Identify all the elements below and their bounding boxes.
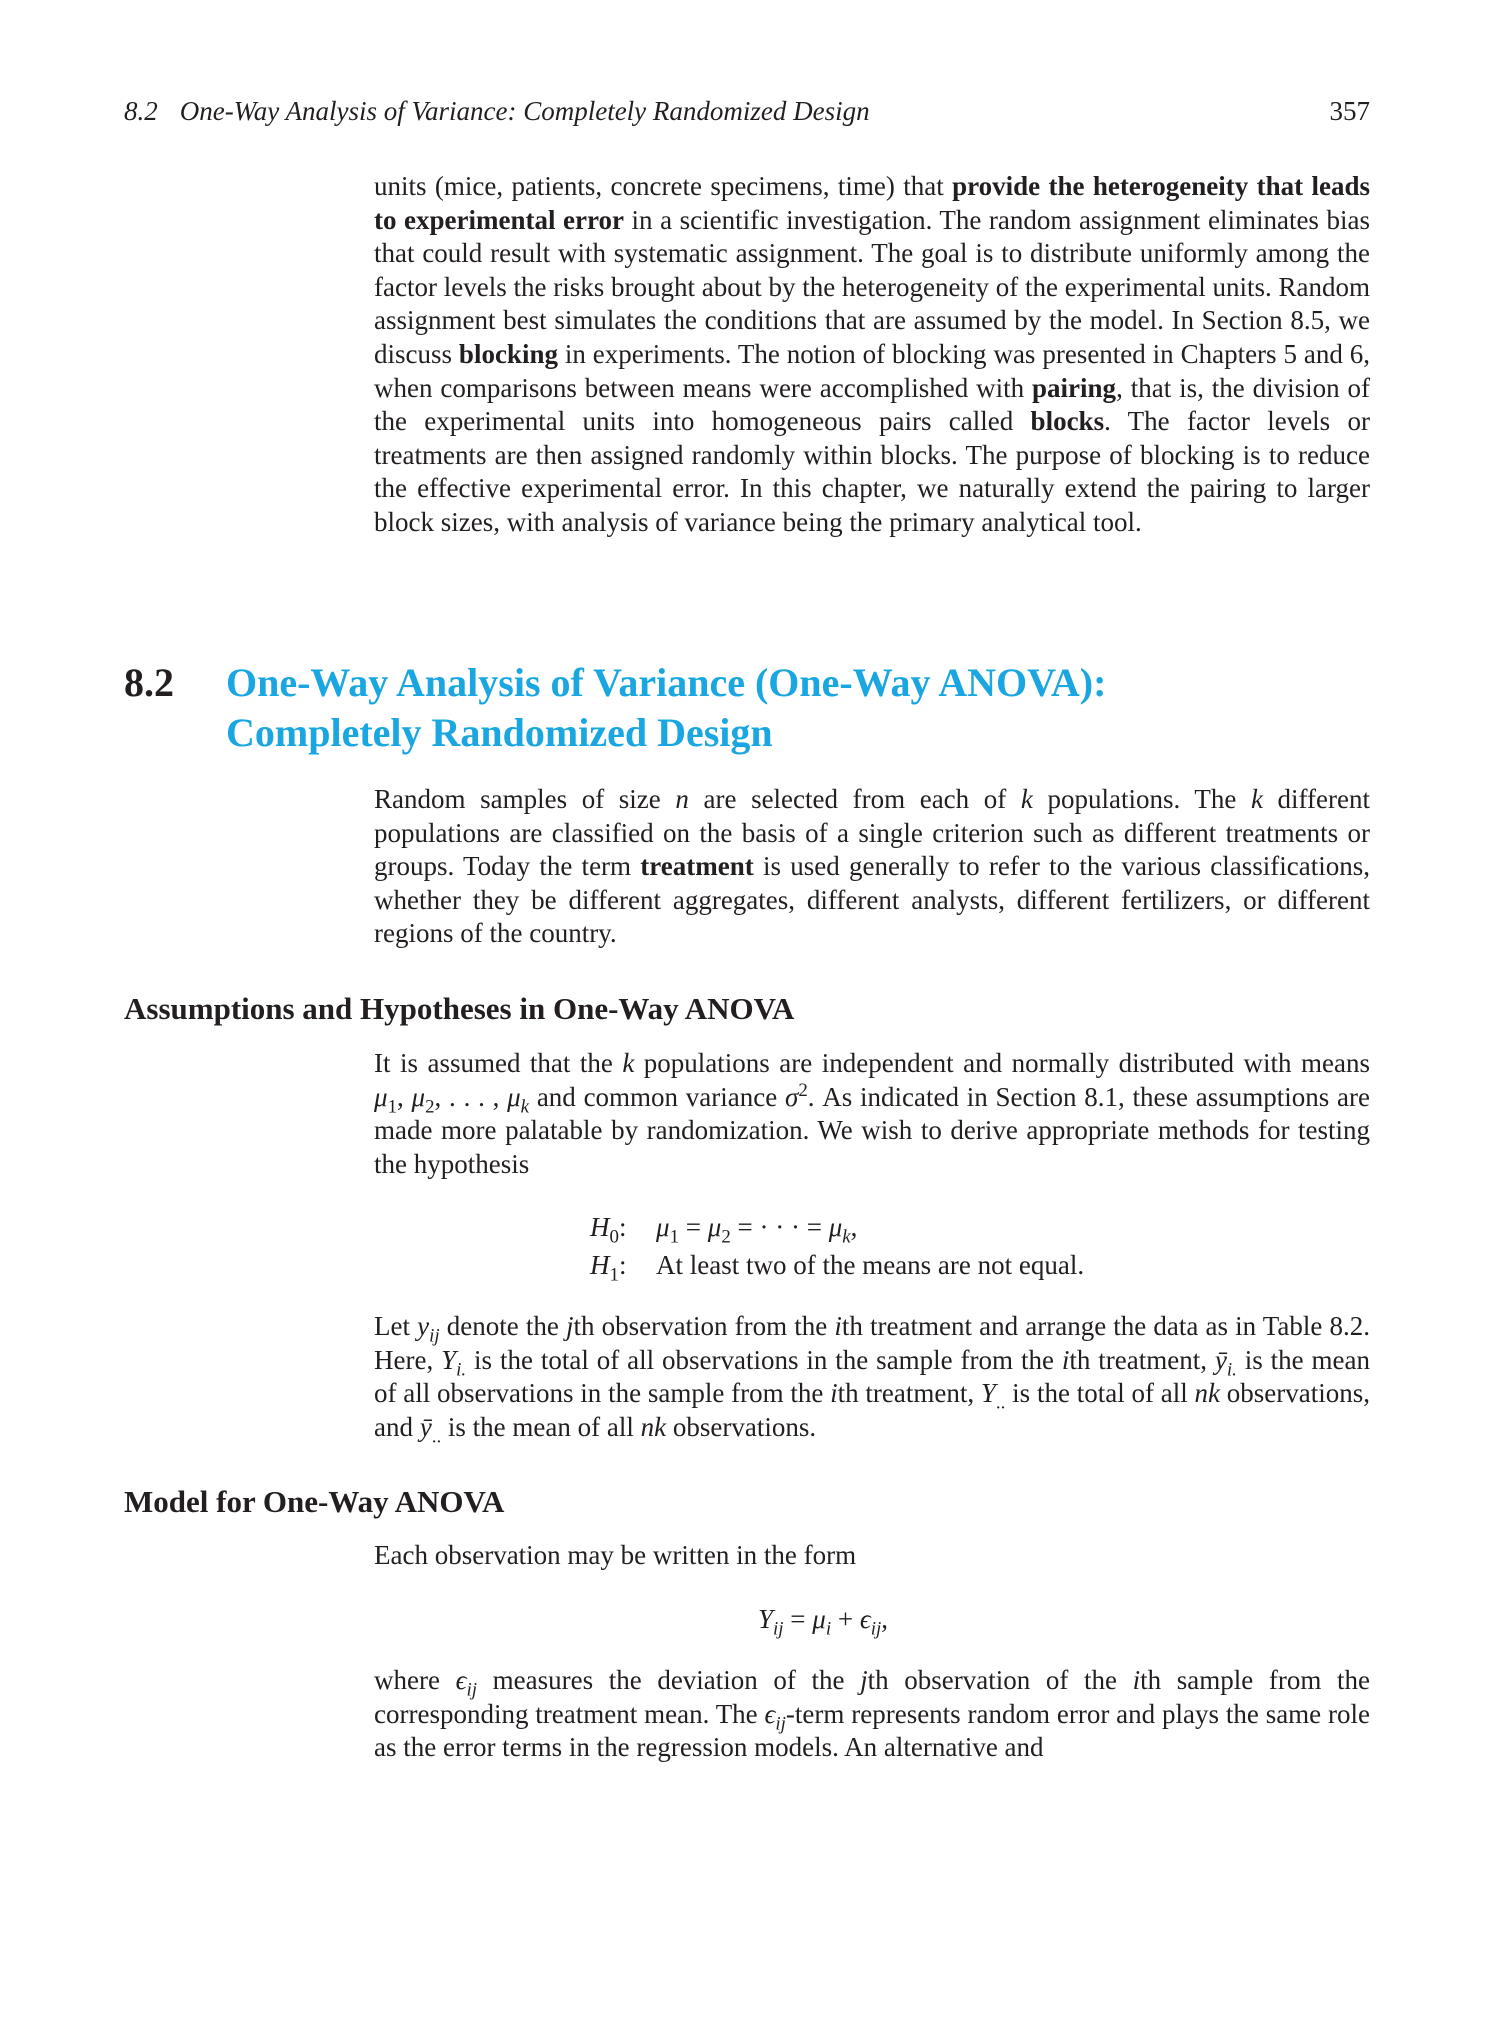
model-paragraph: where $\epsilon_{ij}$ measures the deviation of the jth observation of the ith sample from the corresponding treatment mean. The $\epsilon_{ij}$-term represents random error and plays the same role as the error terms in the regression models. An alternative and xyxy=(374,1665,1370,1763)
assumptions-heading: Assumptions and Hypotheses in One-Way ANOVA xyxy=(124,991,795,1026)
intro-text-5: . The factor levels or treatments are then assigned randomly within blocks. The purpose of blocking is to reduce the effective experimental error. In this chapter, we naturally extend the pairing to larger block sizes, with analysis of variance being the primary analytical tool. xyxy=(374,406,1370,537)
notation-paragraph: Let $y_{ij}$ denote the jth observation from the ith treatment and arrange the data as in Table 8.2. Here, $Y_{i.}$ is the total of all observations in the sample from the ith treatment, $ȳ_{i.}$ is the mean of all observations in the sample from the ith treatment, $Y_{..}$ is the total of all nk observations, and $ȳ_{..}$ is the mean of all nk observations. xyxy=(374,1311,1371,1448)
hypothesis-h1: $H_1$: At least two of the means are not equal. xyxy=(590,1250,1085,1286)
page-number: 357 xyxy=(1329,96,1370,126)
model-equation: $Y_{ij} = \mu_i + \epsilon_{ij}$, xyxy=(758,1604,888,1640)
model-heading: Model for One-Way ANOVA xyxy=(124,1484,505,1519)
running-head-section-number: 8.2 xyxy=(124,96,158,126)
intro-paragraph xyxy=(374,170,1370,540)
intro-text-3: in experiments. The notion of blocking was presented in Chapters 5 and 6, when comparisons between means were accomplished with xyxy=(374,338,1370,403)
running-head-title: One-Way Analysis of Variance: Completely Randomized Design xyxy=(179,96,870,126)
section-number: 8.2 xyxy=(124,660,174,705)
intro-bold-heterogeneity: provide the heterogeneity that leads to experimental error xyxy=(374,171,1370,235)
bold-treatment: treatment xyxy=(640,851,754,882)
running-head-title-group xyxy=(124,96,870,127)
section-heading xyxy=(124,658,1370,758)
intro-bold-blocking: blocking xyxy=(458,338,558,369)
section-paragraph: Random samples of size n are selected from each of k populations. The k different populations are classified on the basis of a single criterion such as different treatments or groups. Today the term treatment is used generally to refer to the various classifications, whether they be different aggregates, different analysts, different fertilizers, or different regions of the country. xyxy=(374,784,1370,949)
section-title-line-1: One-Way Analysis of Variance (One-Way ANOVA): xyxy=(226,660,1107,705)
model-intro: Each observation may be written in the form xyxy=(374,1540,857,1570)
running-head xyxy=(124,96,1370,127)
section-title xyxy=(226,658,1106,758)
intro-bold-pairing: pairing xyxy=(1032,372,1117,403)
intro-text-1: units (mice, patients, concrete specimens, time) that xyxy=(374,171,953,201)
section-title-line-2: Completely Randomized Design xyxy=(226,710,773,755)
assumptions-paragraph: It is assumed that the k populations are independent and normally distributed with means $\mu_1$, $\mu_2$, . . . , $\mu_k$ and common variance $\sigma^2$. As indicated in Section 8.1, these assumptions are made more palatable by randomization. We wish to derive appropriate methods for testing the hypothesis xyxy=(374,1048,1371,1179)
intro-text-2: in a scientific investigation. The random assignment eliminates bias that could result with systematic assignment. The goal is to distribute uniformly among the factor levels the risks brought about by the heterogeneity of the experimental units. Random assignment best simulates the conditions that are assumed by the model. In Section 8.5, we discuss xyxy=(374,204,1370,369)
intro-bold-blocks: blocks xyxy=(1030,406,1105,437)
intro-text-4: , that is, the division of the experimental units into homogeneous pairs called xyxy=(374,372,1370,437)
hypothesis-h0: $H_0$: $\mu_1 = \mu_2$ = · · · = $\mu_k$, xyxy=(590,1212,858,1248)
